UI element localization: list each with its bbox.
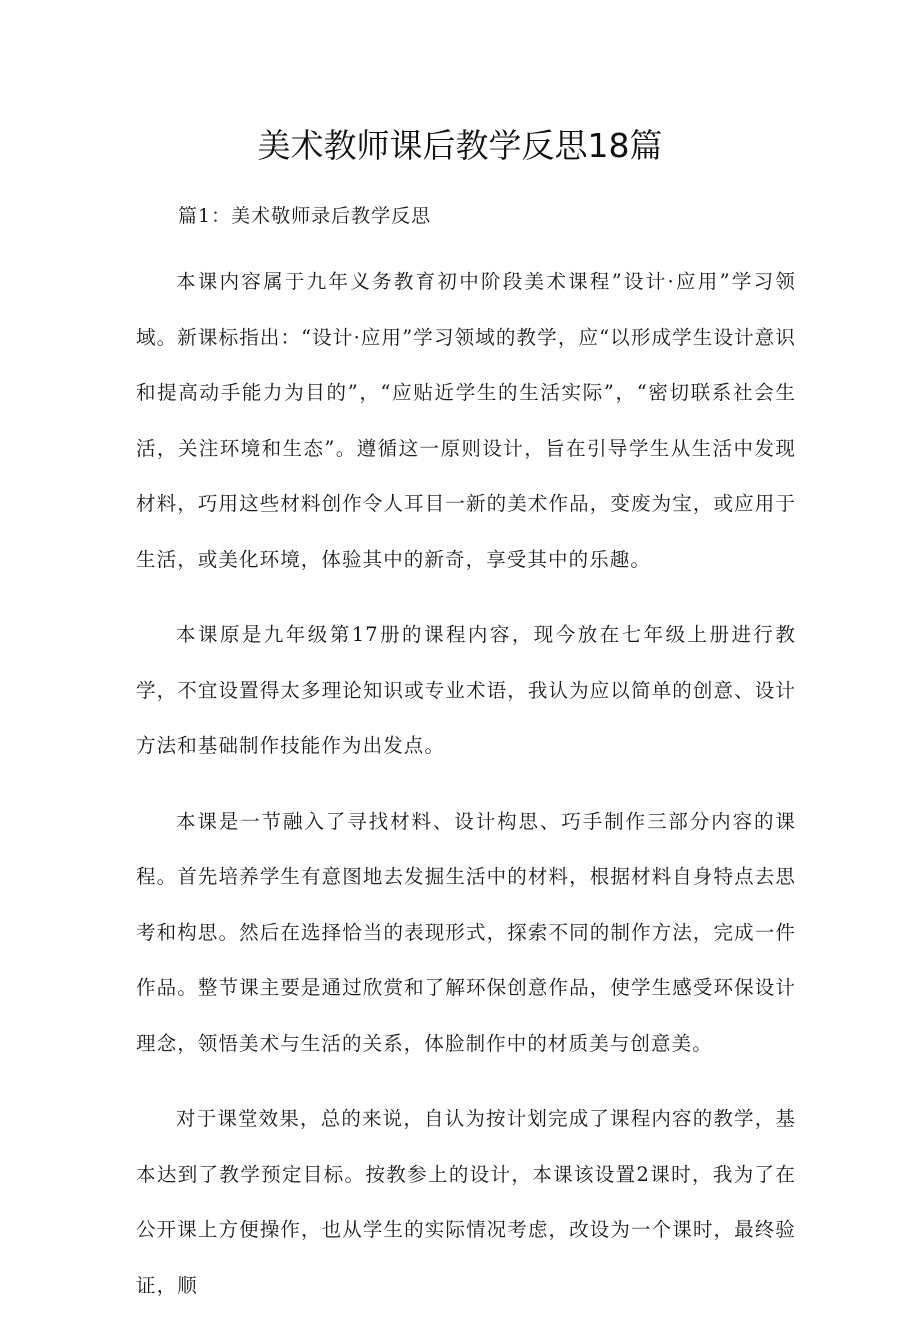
paragraph-2: 本课原是九年级第17册的课程内容，现今放在七年级上册进行教学，不宜设置得太多理论知识或专业术语，我认为应以简单的创意、设计方法和基础制作技能作为出发点。 [136,623,796,757]
section-heading: 篇1：美术敬师录后教学反思 [178,205,432,227]
paragraph-3: 本课是一节融入了寻找材料、设计构思、巧手制作三部分内容的课程。首先培养学生有意图地去发掘生活中的材料，根据材料自身特点去思考和构思。然后在选择恰当的表现形式，探索不同的制作方法，完成一件作品。整节课主要是通过欣赏和了解环保创意作品，使学生感受环保设计理念，领悟美术与生活的关系，体脸制作中的材质美与创意美。 [136,809,796,1055]
document-body [136,196,796,1333]
document-title: 美术教师课后教学反思18篇 [257,126,663,165]
paragraph-1: 本课内容属于九年义务教育初中阶段美术课程”设计·应用”学习领域。新课标指出：“设计·应用”学习领域的教学，应“以形成学生设计意识和提高动手能力为目的”，“应贴近学生的生活实际”，“密切联系社会生活，关注环境和生态”。遵循这一原则设计，旨在引导学生从生活中发现材料，巧用这些材料创作令人耳目一新的美术作品，变废为宝，或应用于生活，或美化环境，体验其中的新奇，享受其中的乐趣。 [136,270,796,571]
paragraph-4: 对于课堂效果，总的来说，自认为按计划完成了课程内容的教学，基本达到了教学预定目标。按教参上的设计，本课该设置2课时，我为了在公开课上方便操作，也从学生的实际情况考虑，改设为一个课时，最终验证，顺 [136,1107,796,1297]
